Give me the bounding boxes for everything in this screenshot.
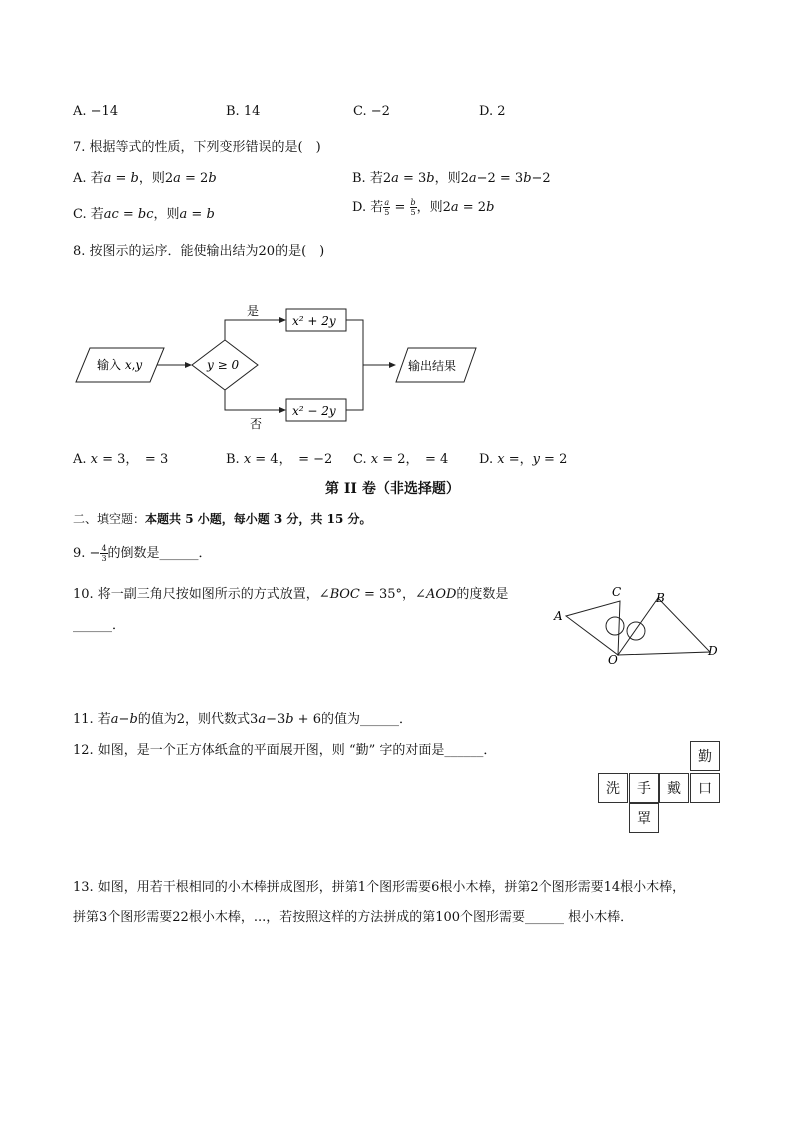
fraction-denominator: 3 bbox=[101, 554, 107, 563]
section-instruction-body: 本题共 5 小题，每小题 3 分，共 15 分。 bbox=[145, 512, 372, 526]
cube-face-shou: 手 bbox=[629, 773, 659, 803]
flow-condition-label: 𝑦 ≥ 0 bbox=[207, 358, 240, 372]
fraction-numerator: a bbox=[384, 198, 390, 207]
section-instruction bbox=[73, 510, 371, 527]
q9 bbox=[73, 542, 212, 563]
q10-line2: ______． bbox=[73, 618, 126, 633]
fraction-denominator: 5 bbox=[410, 208, 416, 217]
q7-option-c: C. 若𝑎𝑐 = 𝑏𝑐，则𝑎 = 𝑏 bbox=[73, 207, 215, 222]
q6-option-a: A. −14 bbox=[73, 104, 119, 119]
fraction-numerator: b bbox=[410, 198, 416, 207]
section-instruction-prefix: 二、填空题： bbox=[73, 512, 146, 526]
cube-face-dai: 戴 bbox=[659, 773, 689, 803]
q7-option-d bbox=[352, 196, 494, 217]
q12: 12. 如图，是一个正方体纸盒的平面展开图，则 “勤” 字的对面是______． bbox=[73, 743, 497, 758]
flow-no-label: 否 bbox=[250, 417, 263, 431]
q8-stem: 8. 按图示的运序．能使输出结为20的是( ) bbox=[73, 244, 325, 259]
q8-flowchart bbox=[70, 296, 490, 436]
flow-arrowhead bbox=[279, 317, 286, 323]
q13-line2: 拼第3个图形需要22根小木棒，...，若按照这样的方法拼成的第100个图形需要______ 根小木棒． bbox=[73, 910, 634, 925]
cube-face-xi: 洗 bbox=[598, 773, 628, 803]
flow-arrowhead bbox=[185, 362, 192, 368]
point-label-d: D bbox=[708, 644, 718, 658]
point-label-c: C bbox=[612, 585, 622, 599]
cube-face-kou: 口 bbox=[690, 773, 720, 803]
q7-option-d-equals: = bbox=[390, 200, 410, 215]
point-label-b: B bbox=[656, 591, 665, 605]
triangle-aco bbox=[566, 601, 620, 655]
flow-input-label: 输入 𝑥,𝑦 bbox=[97, 358, 143, 372]
flow-top-box-label: 𝑥² + 2𝑦 bbox=[292, 314, 336, 328]
q11: 11. 若𝑎−𝑏的值为2，则代数式3𝑎−3𝑏 + 6的值为______． bbox=[73, 712, 412, 727]
q7-option-d-fraction-b bbox=[410, 198, 417, 217]
q8-option-d: D. 𝑥 =，𝑦 = 2 bbox=[479, 452, 568, 467]
q10-line1: 10. 将一副三角尺按如图所示的方式放置，∠𝐵𝑂𝐶 = 35°，∠𝐴𝑂𝐷的度数是 bbox=[73, 587, 509, 602]
q8-option-a: A. 𝑥 = 3， = 3 bbox=[73, 452, 169, 467]
q6-option-c: C. −2 bbox=[353, 104, 390, 119]
flow-no-line bbox=[225, 390, 282, 410]
fraction-denominator: 5 bbox=[384, 208, 390, 217]
q9-fraction bbox=[100, 544, 107, 563]
q9-prefix: 9. − bbox=[73, 546, 101, 561]
q8-option-b: B. 𝑥 = 4， = −2 bbox=[226, 452, 333, 467]
angle-arc bbox=[606, 617, 624, 635]
q8-option-c: C. 𝑥 = 2， = 4 bbox=[353, 452, 449, 467]
q9-suffix: 的倒数是______． bbox=[107, 546, 212, 561]
q6-option-d: D. 2 bbox=[479, 104, 506, 119]
flow-yes-line bbox=[225, 320, 282, 340]
q7-option-a: A. 若𝑎 = 𝑏，则2𝑎 = 2𝑏 bbox=[73, 171, 217, 186]
q7-option-b: B. 若2𝑎 = 3𝑏，则2𝑎−2 = 3𝑏−2 bbox=[352, 171, 551, 186]
q7-stem: 7. 根据等式的性质，下列变形错误的是( ) bbox=[73, 140, 321, 155]
q10-triangle-figure bbox=[548, 580, 728, 670]
flow-merge-line bbox=[346, 320, 363, 410]
angle-arc bbox=[627, 622, 645, 640]
flow-arrowhead bbox=[389, 362, 396, 368]
q7-option-d-prefix: D. 若 bbox=[352, 200, 384, 215]
fraction-numerator: 4 bbox=[101, 544, 107, 553]
q6-option-b: B. 14 bbox=[226, 104, 261, 119]
section-title: 第 II 卷（非选择题） bbox=[325, 481, 460, 497]
flow-yes-label: 是 bbox=[247, 304, 260, 318]
cube-face-zhao: 罩 bbox=[629, 803, 659, 833]
flow-bottom-box-label: 𝑥² − 2𝑦 bbox=[292, 404, 336, 418]
flow-arrowhead bbox=[279, 407, 286, 413]
flow-output-label: 输出结果 bbox=[408, 359, 457, 373]
triangle-obd bbox=[618, 598, 710, 655]
point-label-a: A bbox=[554, 609, 563, 623]
cube-face-qin: 勤 bbox=[690, 741, 720, 771]
point-label-o: O bbox=[608, 653, 618, 667]
q7-option-d-suffix: ，则2𝑎 = 2𝑏 bbox=[416, 200, 495, 215]
q13-line1: 13. 如图，用若干根相同的小木棒拼成图形，拼第1个图形需要6根小木棒，拼第2个图形需要14根小木棒， bbox=[73, 880, 686, 895]
